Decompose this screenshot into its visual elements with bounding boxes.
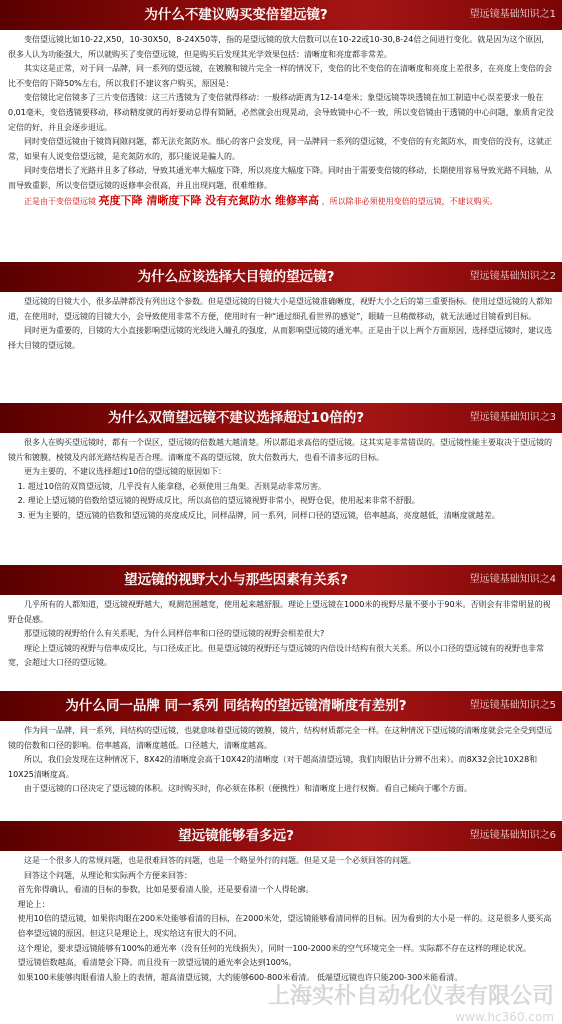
paragraph: 回答这个问题，从理论和实际两个方便来回答： xyxy=(24,870,192,880)
closing-suffix: ，所以除非必须使用变倍的望远镜，不建议购买。 xyxy=(321,196,498,206)
section-6 xyxy=(0,821,562,1024)
section-header xyxy=(0,0,562,30)
paragraph: 更为主要的，不建议选择超过10倍的望远镜的原因如下： xyxy=(24,467,227,477)
section-5 xyxy=(0,691,562,819)
section-header xyxy=(0,821,562,851)
paragraph: 由于望远镜的口径决定了望远镜的体积。这时购买时，你必须在体积（便携性）和清晰度上进行权衡。看自己倾向于哪个方面。 xyxy=(24,784,472,794)
section-header xyxy=(0,262,562,292)
section-header xyxy=(0,403,562,433)
section-title: 为什么不建议购买变倍望远镜? xyxy=(144,7,328,23)
section-title: 为什么双筒望远镜不建议选择超过10倍的? xyxy=(107,410,365,426)
list-item: 望远镜倍数越高，看清楚会下降。而且没有一款望远镜的通光率会达到100%。 xyxy=(17,958,297,968)
list-item: 2. 理论上望远镜的倍数给望远镜的视野成反比，所以高倍的望远镜视野非常小，视野仓促，使用起来非常不舒服。 xyxy=(17,496,420,506)
paragraph: 同时更为重要的，目镜的大小直接影响望远镜的光线进入瞳孔的强度，从而影响望远镜的通光率。正是由于以上两个方面原因，选择望远镜时，建议选择大目镜的望远镜。 xyxy=(8,326,552,350)
paragraph: 其实这是正常，对于同一品牌，同一系列的望远镜，在镀膜和镜片完全一样的情况下，变倍的比不变倍的在清晰度和亮度上差很多，在亮度上变倍的会比不变倍的下降50%左右，所以我们不建议客户购买，原因是： xyxy=(8,64,552,88)
closing-highlight: 亮度下降 清晰度下降 没有充氮防水 维修率高 xyxy=(98,193,320,207)
section-title: 为什么应该选择大目镜的望远镜? xyxy=(137,269,335,285)
section-tag: 望远镜基础知识之4 xyxy=(469,574,556,585)
list-item: 理论上： xyxy=(17,899,50,909)
site-watermark: www.hc360.com xyxy=(455,1010,554,1024)
section-body xyxy=(0,292,562,353)
section-4 xyxy=(0,565,562,689)
company-watermark: 上海实朴自动化仪表有限公司 xyxy=(267,984,554,1009)
paragraph: 这是一个很多人的常规问题，也是很难回答的问题，也是一个略显外行的问题。但是又是一个必须回答的问题。 xyxy=(24,856,416,865)
paragraph: 望远镜的目镜大小，很多品牌都没有列出这个参数。但是望远镜的目镜大小是望远镜准确晰度，视野大小之后的第三重要指标。使用过望远镜的人都知道，在使用时，望远镜的目镜大小，会导致使用非常不方便，使用时有一种“通过细孔看世界的感觉”，眼睛一旦稍微移动，就无法通过目镜看到目标。 xyxy=(8,297,552,321)
list-item: 使用10倍的望远镜，如果你肉眼在200米处能够看清的目标，在2000米处，望远镜能够看清同样的目标。因为看到的大小是一样的。这是很多人要买高倍率望远镜的原因。但这只是理论上，现实给这有很大的不同。 xyxy=(17,914,552,938)
section-header xyxy=(0,691,562,721)
paragraph: 那望远镜的视野给什么有关系呢，为什么同样倍率和口径的望远镜的视野会相差很大? xyxy=(24,629,325,639)
section-tag: 望远镜基础知识之3 xyxy=(469,412,556,423)
paragraph: 同时变倍望远镜由于镜筒间隙问题，都无法充氮防水。细心的客户会发现，同一品牌同一系列的望远镜，不变倍的有充氮防水，而变倍的没有，这就正常，如果有人说变倍望远镜，是充氮防水的，那只能说是骗人的。 xyxy=(8,137,552,161)
section-title: 望远镜能够看多远? xyxy=(178,828,294,844)
paragraph: 作为同一品牌，同一系列，同结构的望远镜，也就意味着望远镜的镀膜，镜片，结构材质都完全一样。在这种情况下望远镜的清晰度就会完全受到望远镜的倍数和口径的影响。倍率越高，清晰度越低。口径越大，清晰度越高。 xyxy=(8,726,552,750)
section-title: 为什么同一品牌 同一系列 同结构的望远镜清晰度有差别? xyxy=(65,698,407,714)
section-body xyxy=(0,433,562,524)
section-body xyxy=(0,721,562,797)
paragraph: 理论上望远镜的视野与倍率成反比，与口径成正比。但是望远镜的视野还与望远镜的内倍设计结构有很大关系。所以小口径的望远镜有的视野也非常宽，会超过大口径的望远镜。 xyxy=(8,643,544,668)
section-tag: 望远镜基础知识之6 xyxy=(469,830,556,841)
paragraph: 变倍望远镜比如10-22,X50，10-30X50，8-24X50等，指的是望远镜的放大倍数可以在10-22或10-30,8-24倍之间进行变化。就是因为这个原因，很多人认为功能强大，所以就购买了变倍望远镜，但是购买后发现其光学效果包括：清晰度和亮度都非常差。 xyxy=(8,35,550,59)
list-item: 如果100米能够肉眼看清人脸上的表情，超高清望远镜，大约能够600-800米看清。 低端望远镜也许只能200-300米能看清。 xyxy=(17,972,463,982)
paragraph: 同时变倍增长了光路并且多了移动，导致其通光率大幅度下降，所以亮度大幅度下降。同时由于需要变倍镜的移动，长期使用容易导致光路不同轴，从而导致重影，所以变倍望远镜的返修率会很高，并且出现问题，很难维修。 xyxy=(8,166,552,190)
section-tag: 望远镜基础知识之2 xyxy=(469,271,556,282)
section-3 xyxy=(0,403,562,563)
section-header xyxy=(0,565,562,595)
section-body xyxy=(0,851,562,985)
paragraph: 变倍镜比定倍镜多了三片变倍透镜：这三片透镜为了变倍就得移动：一般移动距离为12-14毫米；象望远镜等块透镜在加工制造中心误差要求一般在0,01毫米，变倍透镜要移动，移动精度就的再好要动总得有简陋，必然就会出现晃动，会导致镜中心不一致，所以变倍镜由于透镜的中心问题，象质肯定没定倍的好，并且会逐步退远。 xyxy=(8,93,554,132)
list-item: 1. 超过10倍的双筒望远镜，几乎没有人能拿稳，必须使用三角架。否则晃动非常厉害。 xyxy=(17,481,326,491)
paragraph: 很多人在购买望远镜时，都有一个误区，望远镜的倍数越大越清楚。所以都追求高倍的望远镜。这其实是非常错误的。望远镜性能主要取决于望远镜的镜片和镀膜、棱镜及内部光路结构是否合理。清晰度不高的望远镜，放大倍数再大，也看不清多远的目标。 xyxy=(8,438,552,462)
paragraph: 几乎所有的人都知道，望远镜视野越大，观测范围越宽，使用起来越舒服。理论上望远镜在1000米的视野尽量不要小于90米。否则会有非常明显的视野仓促感。 xyxy=(8,600,551,624)
list-item: 3. 更为主要的，望远镜的倍数和望远镜的亮度成反比，同样品牌，同一系列，同样口径的望远镜，倍率越高，亮度越低，清晰度就越差。 xyxy=(17,510,500,520)
section-body xyxy=(0,30,562,209)
section-1 xyxy=(0,0,562,258)
section-title: 望远镜的视野大小与那些因素有关系? xyxy=(124,572,348,588)
list-item: 这个理论，要求望远镜能够有100%的通光率（没有任何的光线损失），同时一100-2000米的空气环境完全一样。实际都不存在这样的理论状况。 xyxy=(17,943,531,953)
paragraph: 所以，我们会发现在这种情况下，8X42的清晰度会高于10X42的清晰度（对于超高清望远镜，我们肉眼估计分辨不出来）。而8X32会比10X28和10X25清晰度高。 xyxy=(8,755,538,779)
list-item: 首先你得确认，看清的目标的参数，比如是要看清人脸，还是要看清一个人得轮廓。 xyxy=(17,885,314,895)
closing-paragraph xyxy=(8,194,554,210)
section-body xyxy=(0,595,562,671)
section-tag: 望远镜基础知识之5 xyxy=(469,700,556,711)
closing-prefix: 正是由于变倍望远镜 xyxy=(24,196,96,206)
section-tag: 望远镜基础知识之1 xyxy=(469,9,556,20)
section-2 xyxy=(0,262,562,397)
